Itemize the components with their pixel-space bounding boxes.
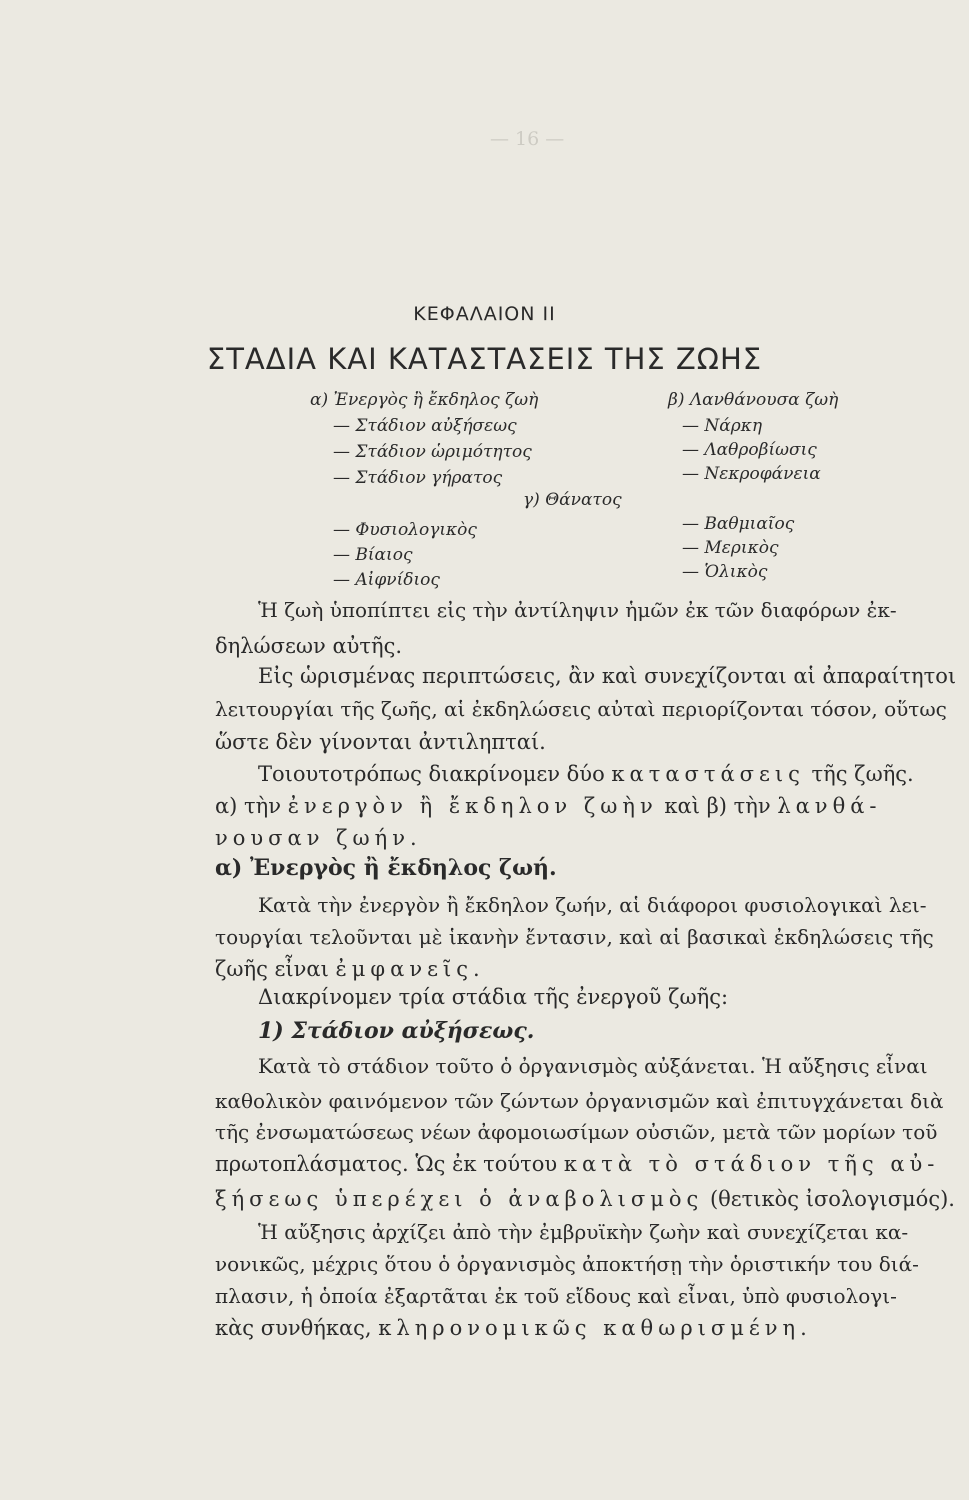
outline-b-title: β) Λανθάνουσα ζωὴ — [668, 390, 839, 410]
body-text: πρωτοπλάσματος. Ὡς ἐκ τούτου — [215, 1152, 558, 1176]
body-line: καθολικὸν φαινόμενον τῶν ζώντων ὀργανισμῶν καὶ ἐπιτυγχάνεται διὰ — [215, 1089, 944, 1113]
chapter-number: ΚΕΦΑΛΑΙΟΝ ΙΙ — [413, 303, 556, 325]
spaced-term: κληρονομικῶς καθωρισμένη. — [378, 1316, 812, 1340]
body-text: τῆς ζωῆς. — [811, 762, 914, 786]
page-number: — 16 — — [490, 128, 565, 150]
outline-b-item: — Νεκροφάνεια — [682, 464, 821, 484]
spaced-term: λανθά- — [777, 794, 882, 818]
body-line: Κατὰ τὴν ἐνεργὸν ἢ ἔκδηλον ζωήν, αἱ διάφοροι φυσιολογικαὶ λει- — [258, 893, 927, 917]
body-line: Ἡ ζωὴ ὑποπίπτει εἰς τὴν ἀντίληψιν ἡμῶν ἐκ τῶν διαφόρων ἐκ- — [258, 598, 897, 622]
body-text: καὶ β) τὴν — [664, 794, 771, 818]
body-text: κὰς συνθήκας, — [215, 1316, 372, 1340]
body-line — [215, 957, 485, 981]
body-line: ὥστε δὲν γίνονται ἀντιληπταί. — [215, 730, 546, 754]
subsection-heading: 1) Στάδιον αὐξήσεως. — [258, 1018, 535, 1044]
outline-c-item: — Ὁλικὸς — [682, 562, 768, 582]
spaced-term: ἐνεργὸν ἢ ἔκδηλον ζωὴν — [287, 794, 658, 818]
body-text: (θετικὸς ἰσολογισμός). — [709, 1187, 955, 1211]
outline-b-item: — Νάρκη — [682, 416, 763, 436]
body-line — [215, 1316, 812, 1340]
outline-a-item: — Στάδιον γήρατος — [333, 468, 503, 488]
chapter-title: ΣΤΑΔΙΑ ΚΑΙ ΚΑΤΑΣΤΑΣΕΙΣ ΤΗΣ ΖΩΗΣ — [206, 342, 763, 376]
body-line: λειτουργίαι τῆς ζωῆς, αἱ ἐκδηλώσεις αὐταὶ περιορίζονται τόσον, οὕτως — [215, 697, 947, 721]
outline-c-item: — Βαθμιαῖος — [682, 514, 795, 534]
body-line — [258, 762, 914, 786]
body-line: Ἡ αὔξησις ἀρχίζει ἀπὸ τὴν ἐμβρυϊκὴν ζωὴν καὶ συνεχίζεται κα- — [258, 1220, 909, 1244]
body-line — [215, 794, 882, 818]
outline-b-item: — Λαθροβίωσις — [682, 440, 817, 460]
body-text: α) τὴν — [215, 794, 282, 818]
spaced-term: ξήσεως ὑπερέχει ὁ ἀναβολισμὸς — [215, 1187, 704, 1211]
body-line — [215, 1187, 955, 1211]
body-line: τῆς ἐνσωματώσεως νέων ἀφομοιωσίμων οὐσιῶν, μετὰ τῶν μορίων τοῦ — [215, 1120, 938, 1144]
spaced-term: καταστάσεις — [611, 762, 805, 786]
outline-a-item: — Στάδιον αὐξήσεως — [333, 416, 517, 436]
body-line: πλασιν, ἡ ὁποία ἐξαρτᾶται ἐκ τοῦ εἴδους καὶ εἶναι, ὑπὸ φυσιολογι- — [215, 1284, 897, 1308]
body-line: νονικῶς, μέχρις ὅτου ὁ ὀργανισμὸς ἀποκτήσῃ τὴν ὁριστικήν του διά- — [215, 1252, 919, 1276]
outline-a-item: — Στάδιον ὡριμότητος — [333, 442, 532, 462]
spaced-term: κατὰ τὸ στάδιον τῆς αὐ- — [563, 1152, 940, 1176]
body-line: Διακρίνομεν τρία στάδια τῆς ἐνεργοῦ ζωῆς: — [258, 985, 729, 1009]
body-line — [215, 1152, 939, 1176]
outline-c-title: γ) Θάνατος — [523, 490, 622, 510]
body-line: Κατὰ τὸ στάδιον τοῦτο ὁ ὀργανισμὸς αὐξάνεται. Ἡ αὔξησις εἶναι — [258, 1054, 928, 1078]
outline-c-item: — Βίαιος — [333, 545, 413, 565]
body-line: τουργίαι τελοῦνται μὲ ἱκανὴν ἔντασιν, καὶ αἱ βασικαὶ ἐκδηλώσεις τῆς — [215, 925, 934, 949]
body-text: Τοιουτοτρόπως διακρίνομεν δύο — [258, 762, 605, 786]
outline-c-item: — Φυσιολογικὸς — [333, 520, 477, 540]
outline-c-item: — Μερικὸς — [682, 538, 779, 558]
section-heading: α) Ἐνεργὸς ἢ ἔκδηλος ζωή. — [215, 855, 557, 881]
outline-c-item: — Αἰφνίδιος — [333, 570, 440, 590]
outline-a-title: α) Ἐνεργὸς ἢ ἔκδηλος ζωὴ — [310, 390, 539, 410]
body-line: Εἰς ὡρισμένας περιπτώσεις, ἂν καὶ συνεχίζονται αἱ ἀπαραίτητοι — [258, 664, 957, 688]
body-line: δηλώσεων αὐτῆς. — [215, 634, 403, 658]
spaced-term: ἐμφανεῖς. — [335, 957, 485, 981]
body-text: ζωῆς εἶναι — [215, 957, 329, 981]
spaced-term: νουσαν ζωήν. — [215, 826, 422, 850]
